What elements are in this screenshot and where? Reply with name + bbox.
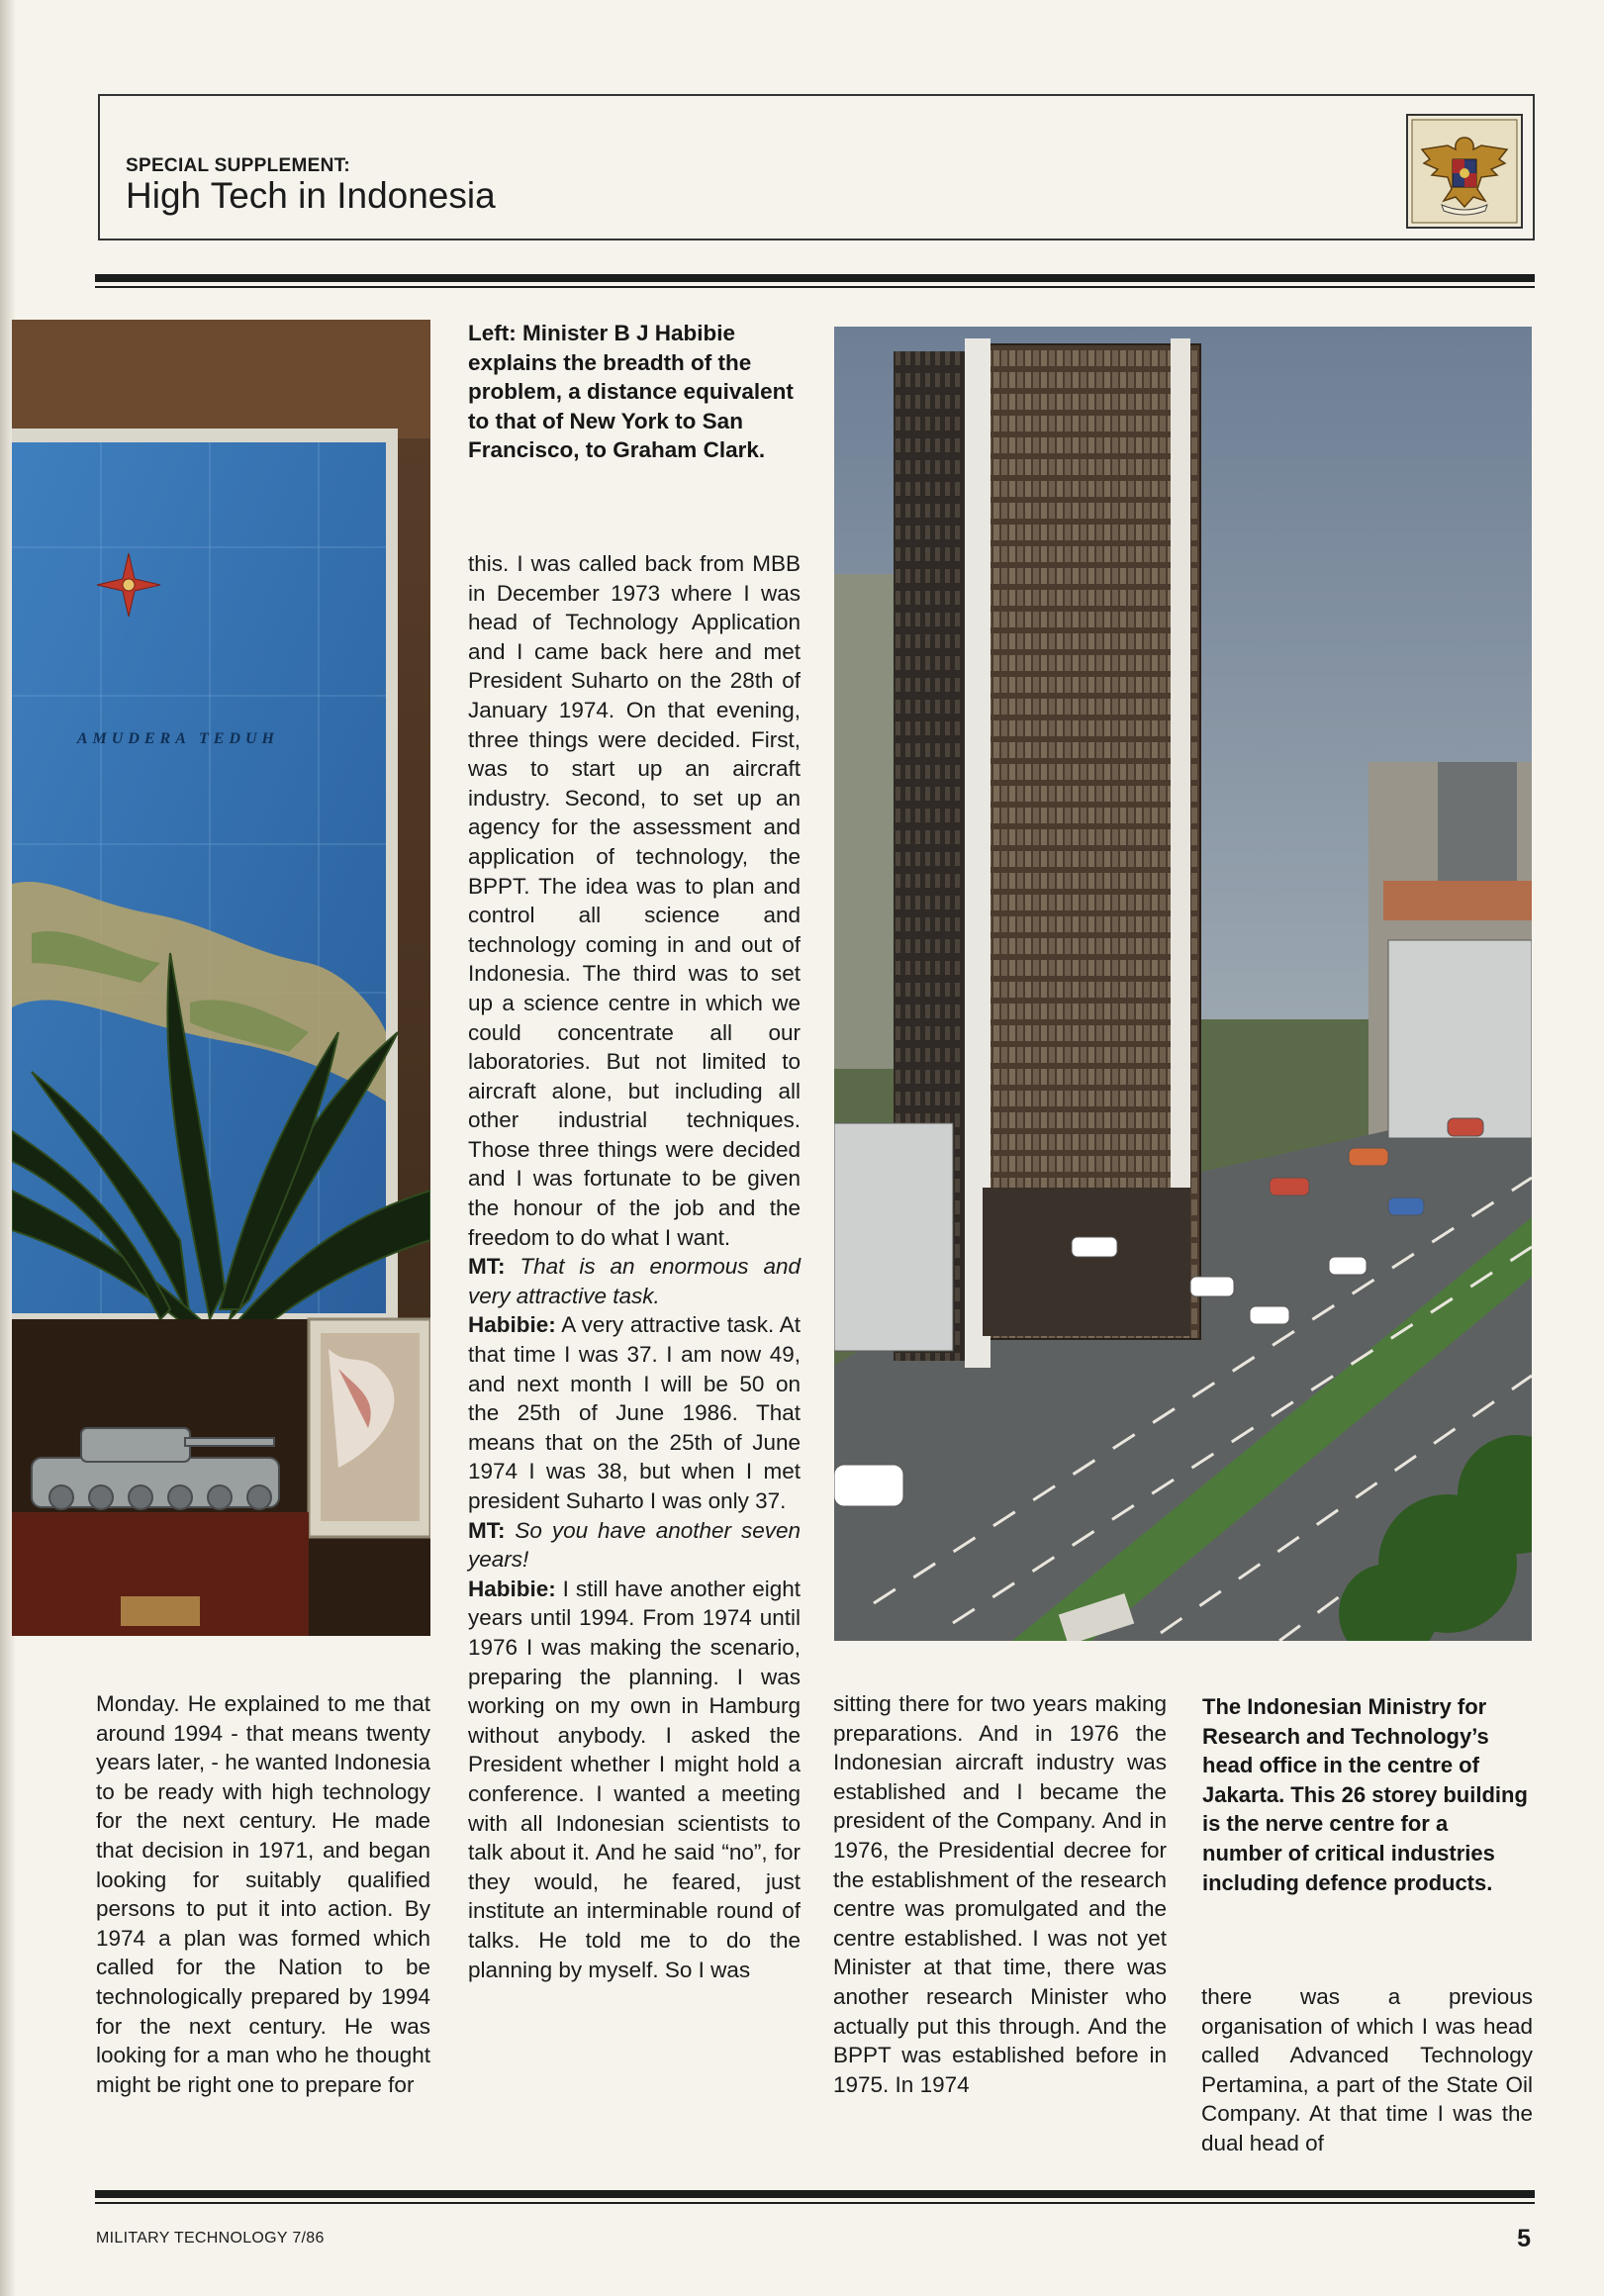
mt-question-2: So you have another seven years! <box>468 1517 801 1573</box>
photo-ministry-building <box>834 327 1532 1641</box>
speaker-mt: MT: <box>468 1517 506 1543</box>
garuda-emblem-icon <box>1406 114 1523 229</box>
speaker-mt: MT: <box>468 1254 506 1280</box>
footer-rule-thick <box>95 2190 1535 2198</box>
mt-question-1: That is an enormous and very attractive task. <box>468 1254 801 1308</box>
interview-column <box>468 549 801 1984</box>
speaker-habibie: Habibie: <box>468 1576 556 1601</box>
habibie-answer-1: A very attractive task. At that time I was 37. I am now 49, and next month I will be 50 on the 25th of June 1986. That means that on the 25th of June 1974 I was 38, but when I met president Suharto I was only 37. <box>468 1312 801 1513</box>
map-label: AMUDERA TEDUH <box>76 730 279 747</box>
caption-left-photo: Left: Minister B J Habibie explains the breadth of the problem, a distance equivalent to that of New York to San Francisco, to Graham Clark. <box>468 321 794 463</box>
speaker-habibie: Habibie: <box>468 1312 556 1338</box>
header-rule-thin <box>95 286 1535 288</box>
interview-paragraph-1: this. I was called back from MBB in December 1973 where I was head of Technology Application and I came back here and met President Suharto on the 28th of January 1974. On that evening, three things were decided. First, was to start up an aircraft industry. Second, to set up an agency for the assessment and application of technology, the BPPT. The idea was to plan and control all science and technology coming in and out of Indonesia. The third was to set up a science centre in which we could concentrate all our laboratories. But not limited to aircraft alone, but including all other industrial techniques. Those three things were decided and I was fortunate to be given the honour of the job and the freedom to do what I want. <box>468 551 801 1250</box>
column-4-text: there was a previous organisation of which I was head called Advanced Technology Pertamina, a part of the State Oil Company. At that time I was the dual head of <box>1201 1984 1533 2155</box>
footer-rule-thin <box>95 2202 1535 2204</box>
caption-right-photo: The Indonesian Ministry for Research and Technology’s head office in the centre of Jakarta. This 26 storey building is the nerve centre for a number of critical industries including defence products. <box>1202 1694 1528 1895</box>
header-rule-thick <box>95 274 1535 282</box>
page-number: 5 <box>1517 2225 1531 2252</box>
interview-exchange-mt-2 <box>468 1516 801 1575</box>
publication-footer: MILITARY TECHNOLOGY 7/86 <box>96 2230 325 2247</box>
column-3-text: sitting there for two years making preparations. And in 1976 the Indonesian aircraft industry was established and I became the president of the Company. And in 1976, the Presidential decree for the establishment of the research centre was promulgated and the centre established. I was not yet Minister at that time, there was another research Minister who actually put this through. And the BPPT was established before in 1975. In 1974 <box>833 1691 1167 2097</box>
interview-exchange-habibie-2 <box>468 1575 801 1984</box>
column-1-text: Monday. He explained to me that around 1994 - that means twenty years later, - he wanted Indonesia to be ready with high technology for the next century. He made that decision in 1971, and began looking for suitably qualified persons to put it into action. By 1974 a plan was formed which called for the Nation to be technologically prepared by 1994 for the next century. He was looking for a man who he thought might be right one to prepare for <box>96 1691 430 2097</box>
photo-habibie-office <box>12 320 430 1636</box>
interview-exchange-habibie-1 <box>468 1310 801 1515</box>
interview-exchange-mt-1 <box>468 1252 801 1310</box>
header-kicker: SPECIAL SUPPLEMENT: <box>126 155 351 176</box>
header-title: High Tech in Indonesia <box>126 175 496 216</box>
supplement-header <box>98 94 1535 240</box>
habibie-answer-2: I still have another eight years until 1994. From 1974 until 1976 I was making the scenario, preparing the planning. I was working on my own in Hamburg without anybody. I asked the President whether I might hold a conference. I wanted a meeting with all Indonesian scientists to talk about it. And he said “no”, for they would, he feared, just institute an interminable round of talks. He told me to do the planning by myself. So I was <box>468 1576 801 1982</box>
